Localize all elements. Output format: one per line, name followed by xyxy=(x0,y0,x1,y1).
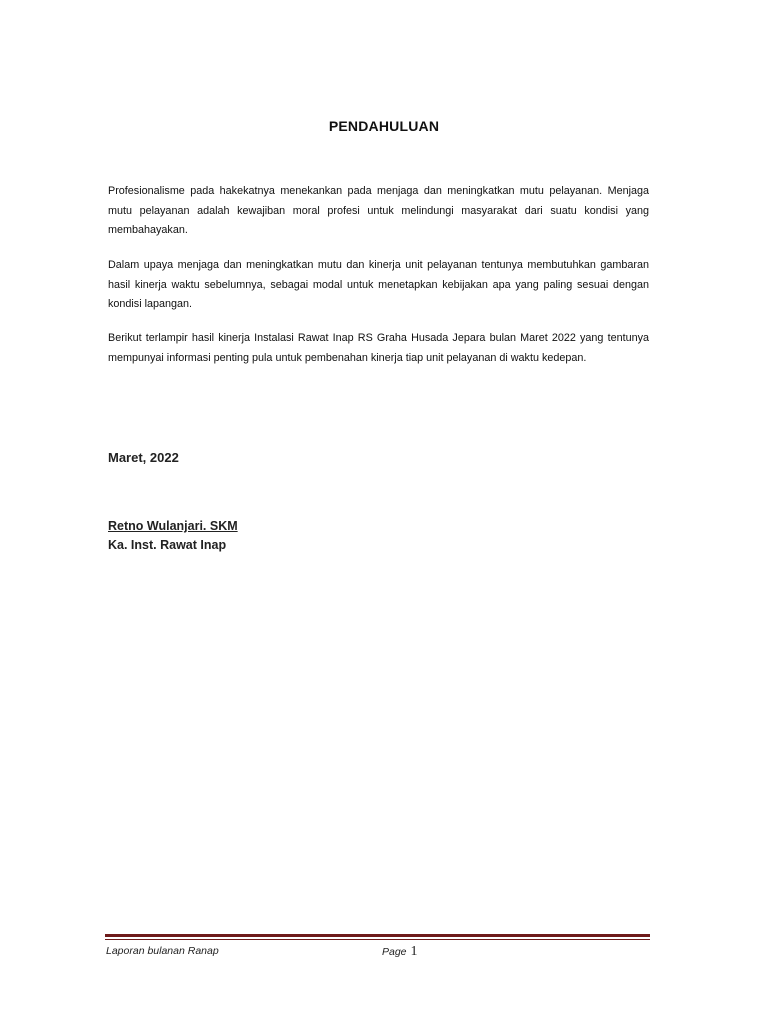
footer-divider-thick xyxy=(105,934,650,937)
paragraph-3: Berikut terlampir hasil kinerja Instalasi Rawat Inap RS Graha Husada Jepara bulan Maret 2022 yang tentunya mempunyai informasi penting pula untuk pembenahan kinerja tiap unit pelayanan di waktu kedepan. xyxy=(108,332,649,364)
footer-report-name: Laporan bulanan Ranap xyxy=(106,945,219,957)
signatory-role: Ka. Inst. Rawat Inap xyxy=(108,538,227,552)
paragraph-2: Dalam upaya menjaga dan meningkatkan mutu dan kinerja unit pelayanan tentunya membutuhkan gambaran hasil kinerja waktu sebelumnya, sebagai modal untuk menetapkan kebijakan apa yang paling sesuai dengan kondisi lapangan. xyxy=(108,259,649,310)
footer-page-number: 1 xyxy=(410,944,418,959)
signatory-name: Retno Wulanjari. SKM xyxy=(108,519,238,533)
footer-divider-thin xyxy=(105,939,650,940)
paragraph-1: Profesionalisme pada hakekatnya menekankan pada menjaga dan meningkatkan mutu pelayanan. Menjaga mutu pelayanan adalah kewajiban moral profesi untuk melindungi masyarakat dari suatu kondisi yang membahayakan. xyxy=(108,185,649,236)
footer-page-label: Page xyxy=(382,946,407,958)
document-title: PENDAHULUAN xyxy=(328,118,440,134)
footer-divider xyxy=(105,934,650,940)
document-date: Maret, 2022 xyxy=(108,450,179,465)
footer-page-indicator xyxy=(382,942,418,960)
